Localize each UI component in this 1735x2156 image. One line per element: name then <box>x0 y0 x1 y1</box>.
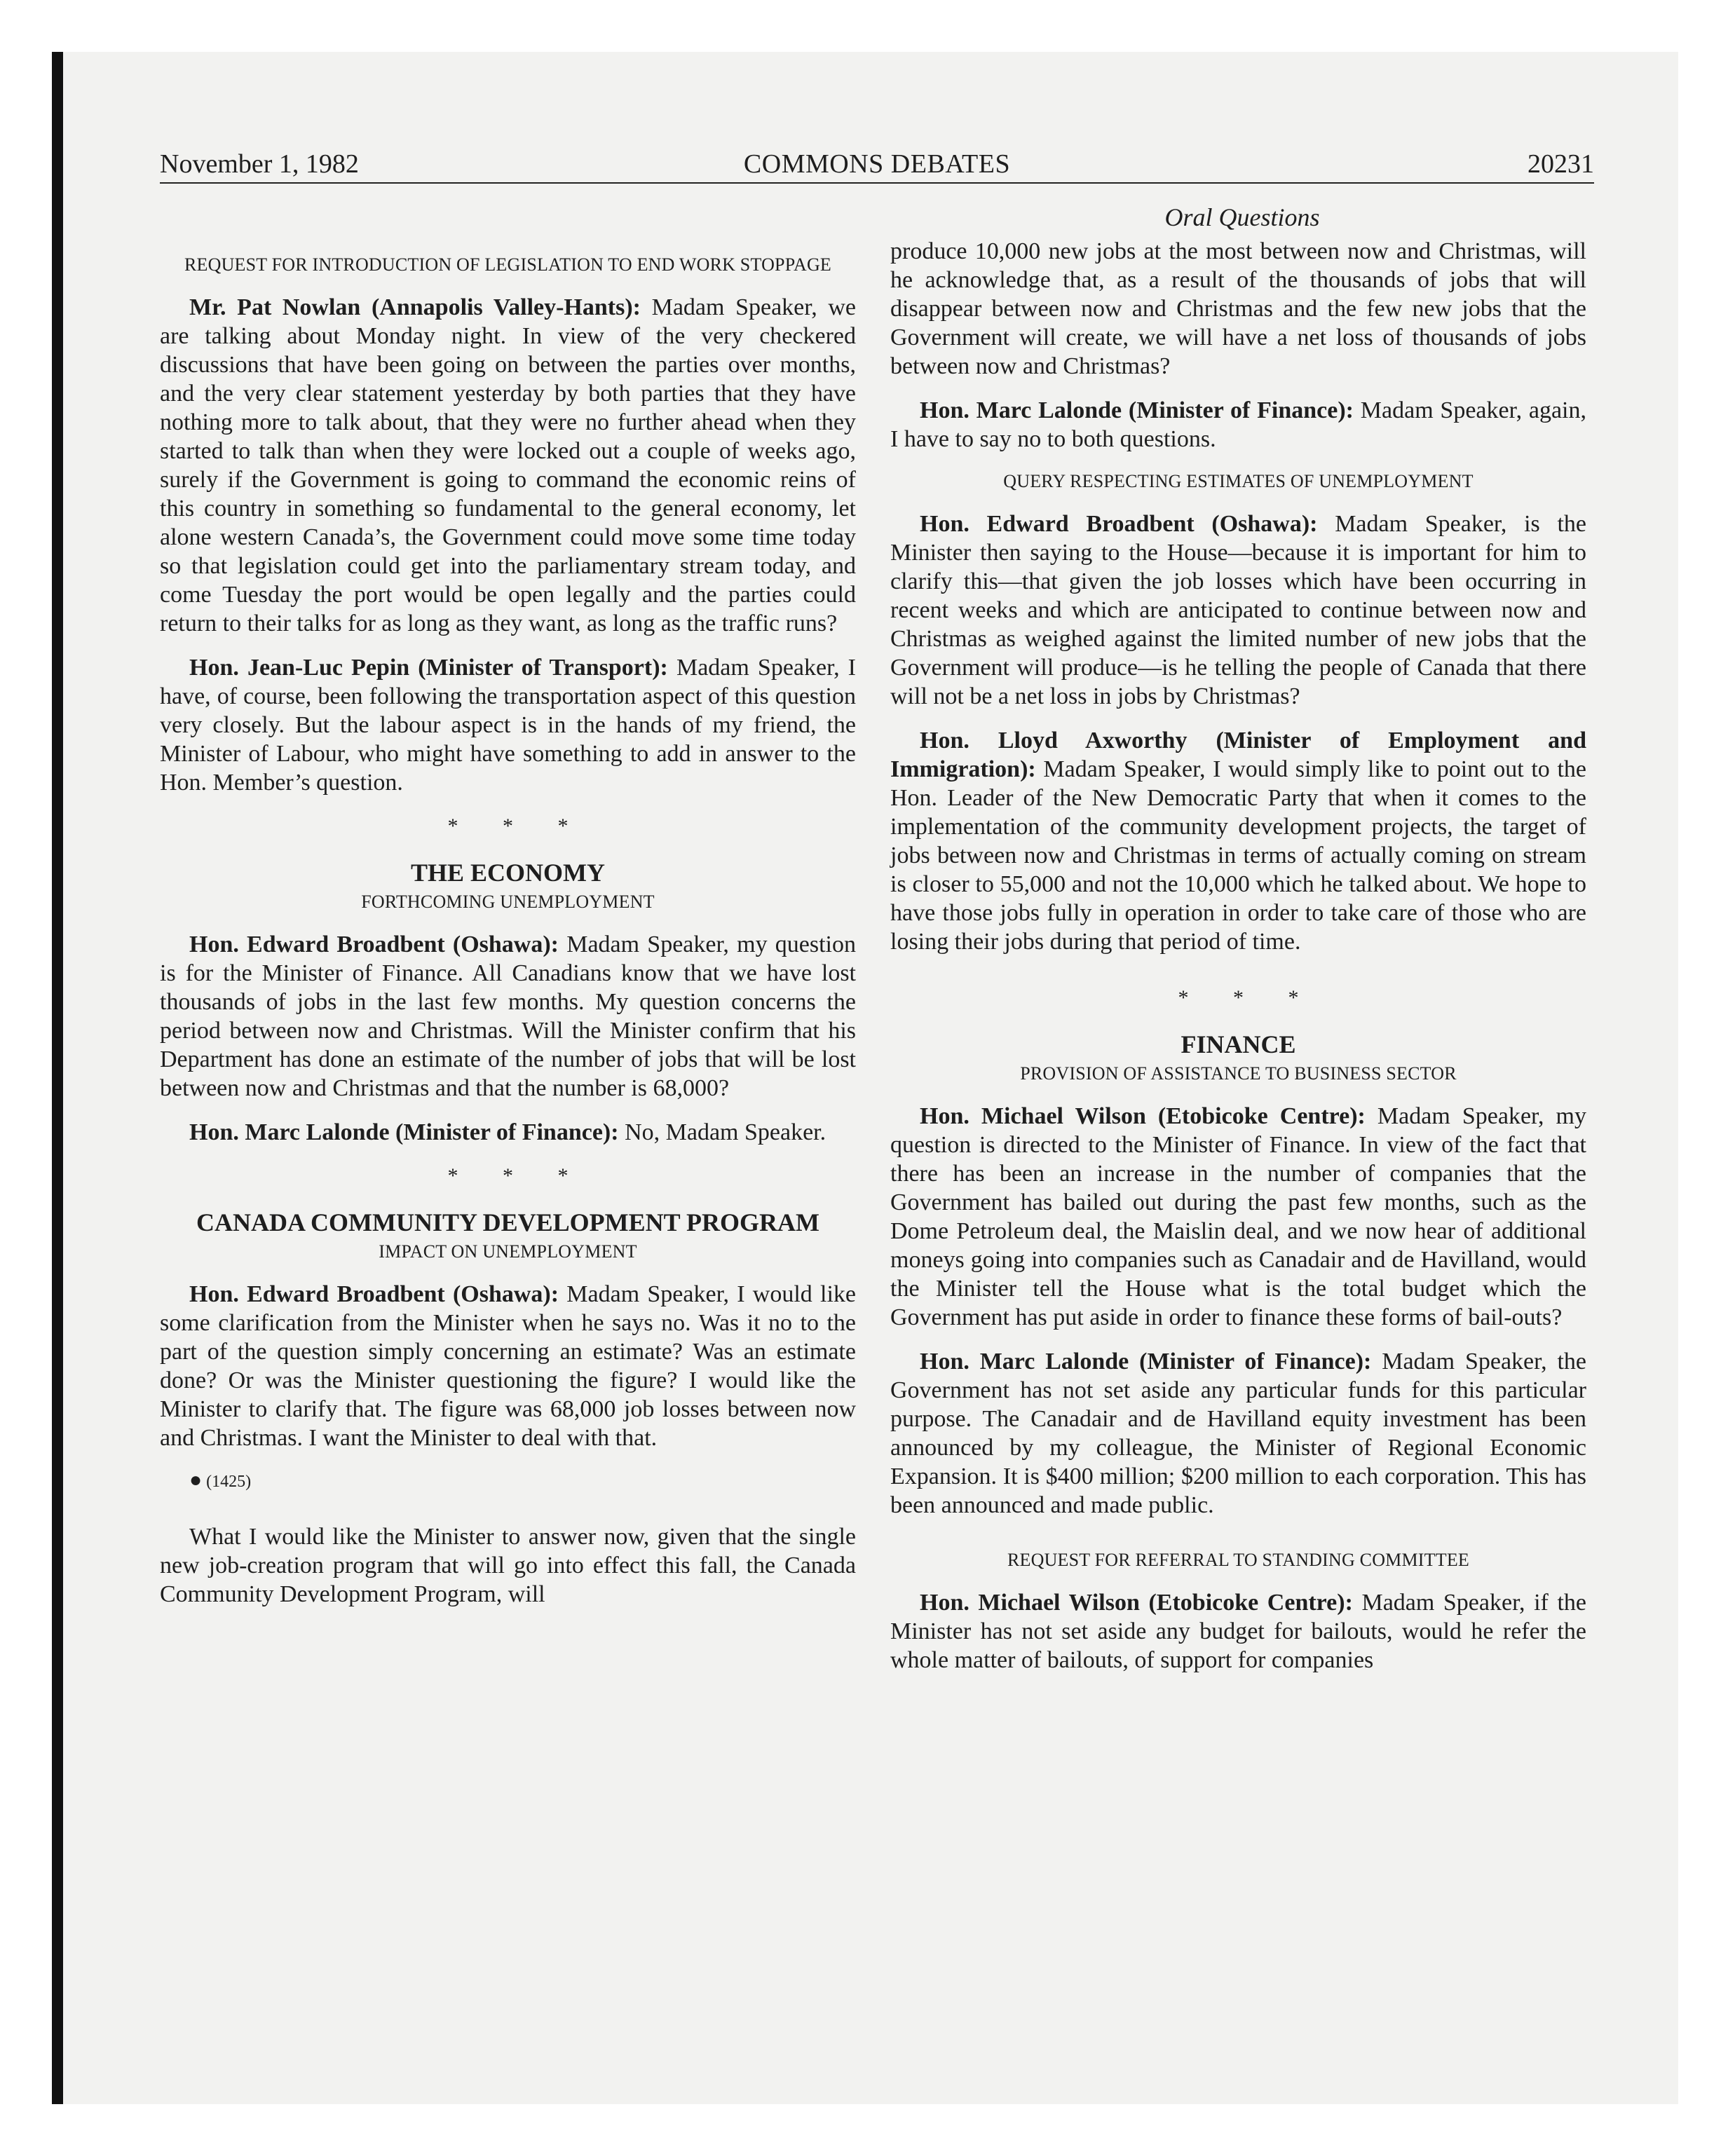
speech-text: Madam Speaker, I have, of course, been following the transportation aspect of this question very closely. But the labour aspect is in the hands of my friend, the Minister of Labour, who might have something to add in answer to the Hon. Member’s question. <box>160 655 856 796</box>
subheading-legislation-request: REQUEST FOR INTRODUCTION OF LEGISLATION TO END WORK STOPPAGE <box>184 254 832 275</box>
paragraph-wilson-1 <box>890 1102 1586 1332</box>
header-date: November 1, 1982 <box>160 149 359 179</box>
paragraph-broadbent-4 <box>890 510 1586 711</box>
speaker-name: Hon. Edward Broadbent (Oshawa): <box>920 511 1318 537</box>
speech-text: Madam Speaker, we are talking about Monday night. In view of the very checkered discussions that have been going on between the parties over months, and the very clear statement yesterday by both parties that they have nothing more to talk about, that they were no further ahead when they started to talk than when they were locked out a couple of weeks ago, surely if the Government is going to command the economic reins of this country in something so fundamental to the general economy, let alone western Canada’s, the Government could move some time today so that legislation could get into the parliamentary stream today, and come Tuesday the port would be open legally and the parties could return to their talks for as long as they want, as long as the traffic runs? <box>160 294 856 636</box>
speaker-name: Hon. Michael Wilson (Etobicoke Centre): <box>920 1590 1353 1616</box>
speaker-name: Mr. Pat Nowlan (Annapolis Valley-Hants): <box>189 294 641 320</box>
paragraph-wilson-2 <box>890 1588 1586 1674</box>
right-column <box>890 237 1586 1674</box>
speech-text: Madam Speaker, I would simply like to point out to the Hon. Leader of the New Democratic Party that when it comes to the implementation of the community development projects, the target of jobs between now and Christmas in terms of actually coming on stream is closer to 55,000 and not the 10,000 which he talked about. We hope to have those jobs fully in operation in order to take care of those who are losing their jobs during that period of time. <box>890 756 1586 955</box>
speaker-name: Hon. Marc Lalonde (Minister of Finance): <box>920 397 1354 423</box>
speaker-name: Hon. Michael Wilson (Etobicoke Centre): <box>920 1103 1366 1129</box>
section-title-finance: FINANCE <box>1181 1030 1296 1058</box>
paragraph-lalonde-3 <box>890 1347 1586 1520</box>
subheading-standing-committee: REQUEST FOR REFERRAL TO STANDING COMMITTEE <box>1007 1550 1469 1570</box>
paragraph-lalonde-1 <box>160 1118 856 1147</box>
section-separator: * * * <box>447 814 588 838</box>
speech-text: Madam Speaker, my question is directed to the Minister of Finance. In view of the fact that there has been an increase in the number of companies that the Government has bailed out during the past few months, such as the Dome Petroleum deal, the Maislin deal, and we now hear of additional moneys going into companies such as Canadair and de Havilland, would the Minister tell the House what is the total budget which the Government has put aside in order to finance these forms of bail-outs? <box>890 1103 1587 1330</box>
paragraph-broadbent-1 <box>160 930 856 1103</box>
page-subtitle: Oral Questions <box>1164 203 1320 231</box>
section-title-ccdp: CANADA COMMUNITY DEVELOPMENT PROGRAM <box>196 1208 819 1236</box>
section-separator: * * * <box>447 1164 588 1187</box>
speech-text: Madam Speaker, again, I have to say no to both questions. <box>890 397 1586 452</box>
bullet-icon: ● <box>189 1468 203 1492</box>
paragraph-broadbent-3: What I would like the Minister to answer now, given that the single new job-creation program that will go into effect this fall, the Canada Community Development Program, will <box>160 1524 856 1607</box>
header-publication: COMMONS DEBATES <box>743 149 1011 179</box>
paragraph-axworthy <box>890 726 1586 956</box>
speech-text: Madam Speaker, is the Minister then saying to the House—because it is important for him to clarify this—that given the job losses which have been occurring in recent weeks and which are anticipated to continue between now and Christmas as weighed against the limited number of new jobs that the Government will produce—is he telling the people of Canada that there will not be a net loss in jobs by Christmas? <box>890 511 1587 709</box>
speech-text: Madam Speaker, if the Minister has not set aside any budget for bailouts, would he refer the whole matter of bailouts, of support for companies <box>890 1590 1586 1673</box>
time-marker <box>160 1468 856 1494</box>
speech-text: No, Madam Speaker. <box>618 1119 826 1145</box>
speaker-name: Hon. Lloyd Axworthy (Minister of Employment and Immigration): <box>890 728 1586 782</box>
subheading-impact-unemployment: IMPACT ON UNEMPLOYMENT <box>379 1241 637 1262</box>
section-separator: * * * <box>1178 986 1319 1009</box>
paragraph-continued: produce 10,000 new jobs at the most between now and Christmas, will he acknowledge that, as a result of the thousands of jobs that will disappear between now and Christmas and the few new jobs that the Government will create, we will have a net loss of thousands of jobs between now and Christmas? <box>890 238 1586 379</box>
time-marker-text: (1425) <box>206 1473 252 1491</box>
speaker-name: Hon. Edward Broadbent (Oshawa): <box>189 1281 559 1307</box>
scan-binding-edge <box>52 52 63 2104</box>
header-rule <box>160 182 1594 184</box>
speech-text: Madam Speaker, my question is for the Minister of Finance. All Canadians know that we have lost thousands of jobs in the last few months. My question concerns the period between now and Christmas. Will the Minister confirm that his Department has done an estimate of the number of jobs that will be lost between now and Christmas and that the number is 68,000? <box>160 932 856 1101</box>
running-head <box>160 143 1594 185</box>
section-title-economy: THE ECONOMY <box>410 859 605 887</box>
paragraph-broadbent-2 <box>160 1280 856 1452</box>
speech-text: Madam Speaker, the Government has not set aside any particular funds for this particular purpose. The Canadair and de Havilland equity investment has been announced by my colleague, the Minister of Regional Economic Expansion. It is $400 million; $200 million to each corporation. This has been announced and made public. <box>890 1349 1586 1518</box>
speaker-name: Hon. Marc Lalonde (Minister of Finance): <box>920 1349 1372 1374</box>
speaker-name: Hon. Jean-Luc Pepin (Minister of Transport): <box>189 655 668 681</box>
paragraph-lalonde-2 <box>890 396 1586 453</box>
subheading-business-assistance: PROVISION OF ASSISTANCE TO BUSINESS SECTOR <box>1020 1063 1457 1084</box>
left-column <box>160 237 856 1609</box>
speech-text: Madam Speaker, I would like some clarification from the Minister when he says no. Was it no to the part of the question simply concerning an estimate? Was an estimate done? Or was the Minister questioning the figure? I would like the Minister to clarify that. The figure was 68,000 job losses between now and Christmas. I want the Minister to deal with that. <box>160 1281 856 1451</box>
speaker-name: Hon. Edward Broadbent (Oshawa): <box>189 932 559 957</box>
paragraph-nowlan <box>160 293 856 638</box>
paragraph-pepin <box>160 653 856 797</box>
subheading-forthcoming-unemployment: FORTHCOMING UNEMPLOYMENT <box>361 892 655 912</box>
speaker-name: Hon. Marc Lalonde (Minister of Finance): <box>189 1119 619 1145</box>
header-page-number: 20231 <box>1528 149 1594 179</box>
subheading-query-estimates: QUERY RESPECTING ESTIMATES OF UNEMPLOYMENT <box>1003 471 1474 491</box>
